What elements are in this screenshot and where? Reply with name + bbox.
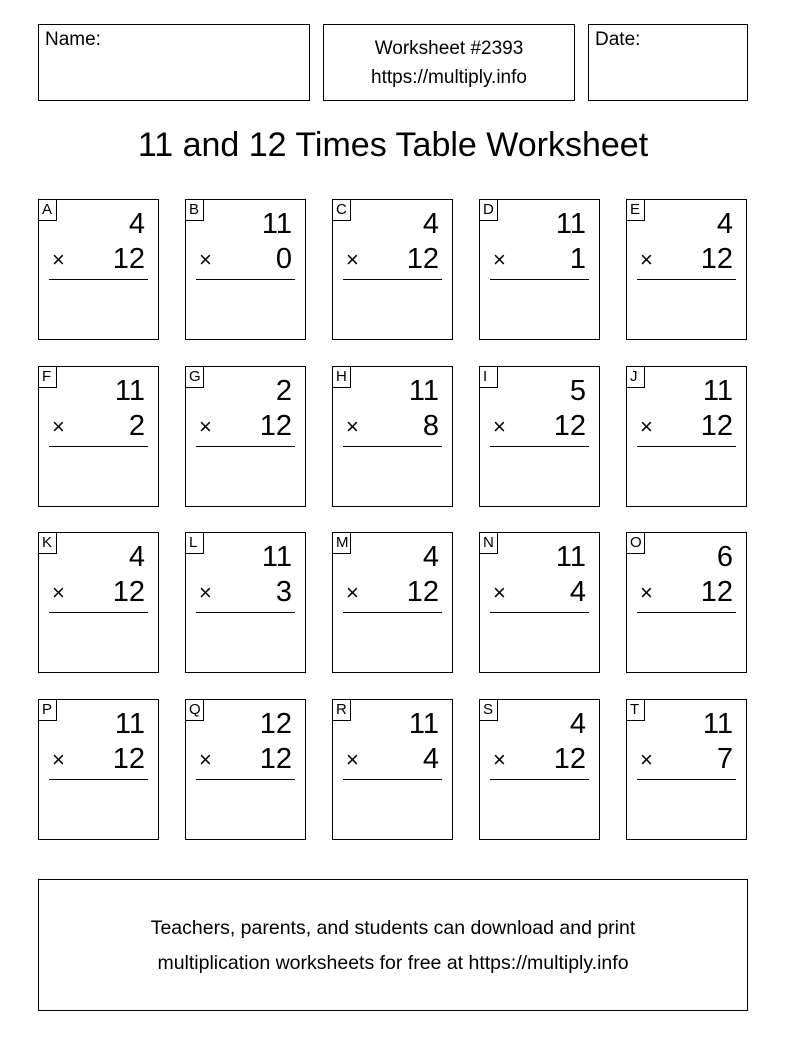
multiplicand: 4 — [422, 208, 439, 240]
times-sign: × — [52, 414, 65, 439]
multiplicand: 4 — [569, 708, 586, 740]
multiplier: 1 — [569, 243, 586, 275]
answer-line — [637, 446, 736, 447]
multiplicand: 11 — [555, 541, 586, 573]
problem-box[interactable] — [38, 199, 159, 340]
multiplier: 12 — [406, 576, 439, 608]
multiplier: 12 — [259, 410, 292, 442]
multiplier: 12 — [259, 743, 292, 775]
times-sign: × — [346, 580, 359, 605]
answer-line — [637, 279, 736, 280]
times-sign: × — [199, 414, 212, 439]
problem-box[interactable] — [479, 366, 600, 507]
problem-label: A — [38, 199, 57, 221]
problem-box[interactable] — [332, 199, 453, 340]
footer-line-1: Teachers, parents, and students can download and print — [150, 917, 636, 939]
footer-box — [38, 879, 748, 1011]
problem-box[interactable] — [185, 366, 306, 507]
problem-box[interactable] — [332, 532, 453, 673]
problem-box[interactable] — [479, 199, 600, 340]
times-sign: × — [199, 580, 212, 605]
answer-line — [49, 779, 148, 780]
multiplier: 12 — [112, 243, 145, 275]
times-sign: × — [346, 414, 359, 439]
footer-line-2: multiplication worksheets for free at https://multiply.info — [157, 952, 629, 974]
answer-line — [490, 446, 589, 447]
times-sign: × — [640, 247, 653, 272]
problem-label: H — [332, 366, 351, 388]
times-sign: × — [493, 747, 506, 772]
problem-label: M — [332, 532, 351, 554]
answer-line — [343, 446, 442, 447]
answer-line — [49, 279, 148, 280]
problem-box[interactable] — [332, 699, 453, 840]
times-sign: × — [346, 247, 359, 272]
problem-label: Q — [185, 699, 204, 721]
answer-line — [196, 446, 295, 447]
problem-label: T — [626, 699, 645, 721]
multiplier: 4 — [422, 743, 439, 775]
multiplicand: 6 — [716, 541, 733, 573]
answer-line — [637, 779, 736, 780]
problem-label: F — [38, 366, 57, 388]
answer-line — [196, 779, 295, 780]
problem-box[interactable] — [626, 532, 747, 673]
problem-box[interactable] — [626, 199, 747, 340]
multiplier: 12 — [553, 410, 586, 442]
multiplicand: 4 — [128, 208, 145, 240]
answer-line — [343, 779, 442, 780]
problem-box[interactable] — [38, 699, 159, 840]
multiplier: 3 — [275, 576, 292, 608]
times-sign: × — [346, 747, 359, 772]
times-sign: × — [493, 414, 506, 439]
problem-label: G — [185, 366, 204, 388]
answer-line — [343, 612, 442, 613]
times-sign: × — [640, 414, 653, 439]
multiplier: 8 — [422, 410, 439, 442]
multiplicand: 11 — [261, 541, 292, 573]
multiplicand: 2 — [275, 375, 292, 407]
answer-line — [49, 446, 148, 447]
multiplicand: 11 — [261, 208, 292, 240]
times-sign: × — [640, 747, 653, 772]
multiplier: 12 — [112, 743, 145, 775]
multiplier: 2 — [128, 410, 145, 442]
problem-box[interactable] — [38, 366, 159, 507]
multiplier: 12 — [406, 243, 439, 275]
problem-box[interactable] — [626, 366, 747, 507]
multiplicand: 5 — [569, 375, 586, 407]
problem-box[interactable] — [332, 366, 453, 507]
problem-box[interactable] — [479, 699, 600, 840]
multiplicand: 11 — [702, 708, 733, 740]
answer-line — [490, 612, 589, 613]
multiplicand: 11 — [555, 208, 586, 240]
times-sign: × — [493, 580, 506, 605]
multiplier: 12 — [553, 743, 586, 775]
multiplicand: 11 — [408, 375, 439, 407]
date-label: Date: — [595, 29, 641, 50]
multiplier: 7 — [716, 743, 733, 775]
name-label: Name: — [45, 29, 101, 50]
multiplicand: 11 — [408, 708, 439, 740]
times-sign: × — [493, 247, 506, 272]
worksheet-number: Worksheet #2393 — [374, 38, 524, 59]
answer-line — [196, 612, 295, 613]
problem-label: N — [479, 532, 498, 554]
multiplier: 12 — [700, 576, 733, 608]
problem-label: R — [332, 699, 351, 721]
problem-label: D — [479, 199, 498, 221]
answer-line — [637, 612, 736, 613]
problem-label: L — [185, 532, 204, 554]
problem-box[interactable] — [479, 532, 600, 673]
problem-box[interactable] — [185, 699, 306, 840]
answer-line — [196, 279, 295, 280]
multiplicand: 11 — [702, 375, 733, 407]
problem-label: S — [479, 699, 498, 721]
multiplicand: 12 — [259, 708, 292, 740]
problem-box[interactable] — [185, 532, 306, 673]
website-url: https://multiply.info — [371, 67, 527, 88]
page-title: 11 and 12 Times Table Worksheet — [137, 126, 649, 164]
answer-line — [49, 612, 148, 613]
problem-label: E — [626, 199, 645, 221]
problem-label: K — [38, 532, 57, 554]
problem-label: P — [38, 699, 57, 721]
problem-label: I — [479, 366, 498, 388]
answer-line — [490, 279, 589, 280]
problem-label: C — [332, 199, 351, 221]
multiplier: 4 — [569, 576, 586, 608]
problem-label: O — [626, 532, 645, 554]
multiplier: 12 — [700, 243, 733, 275]
multiplicand: 11 — [114, 708, 145, 740]
multiplicand: 4 — [716, 208, 733, 240]
times-sign: × — [640, 580, 653, 605]
multiplicand: 4 — [128, 541, 145, 573]
problem-box[interactable] — [626, 699, 747, 840]
problem-box[interactable] — [38, 532, 159, 673]
times-sign: × — [52, 747, 65, 772]
multiplicand: 4 — [422, 541, 439, 573]
multiplicand: 11 — [114, 375, 145, 407]
times-sign: × — [52, 580, 65, 605]
multiplier: 12 — [112, 576, 145, 608]
times-sign: × — [52, 247, 65, 272]
times-sign: × — [199, 747, 212, 772]
problem-box[interactable] — [185, 199, 306, 340]
answer-line — [490, 779, 589, 780]
multiplier: 12 — [700, 410, 733, 442]
multiplier: 0 — [275, 243, 292, 275]
answer-line — [343, 279, 442, 280]
times-sign: × — [199, 247, 212, 272]
problem-label: B — [185, 199, 204, 221]
problem-label: J — [626, 366, 645, 388]
